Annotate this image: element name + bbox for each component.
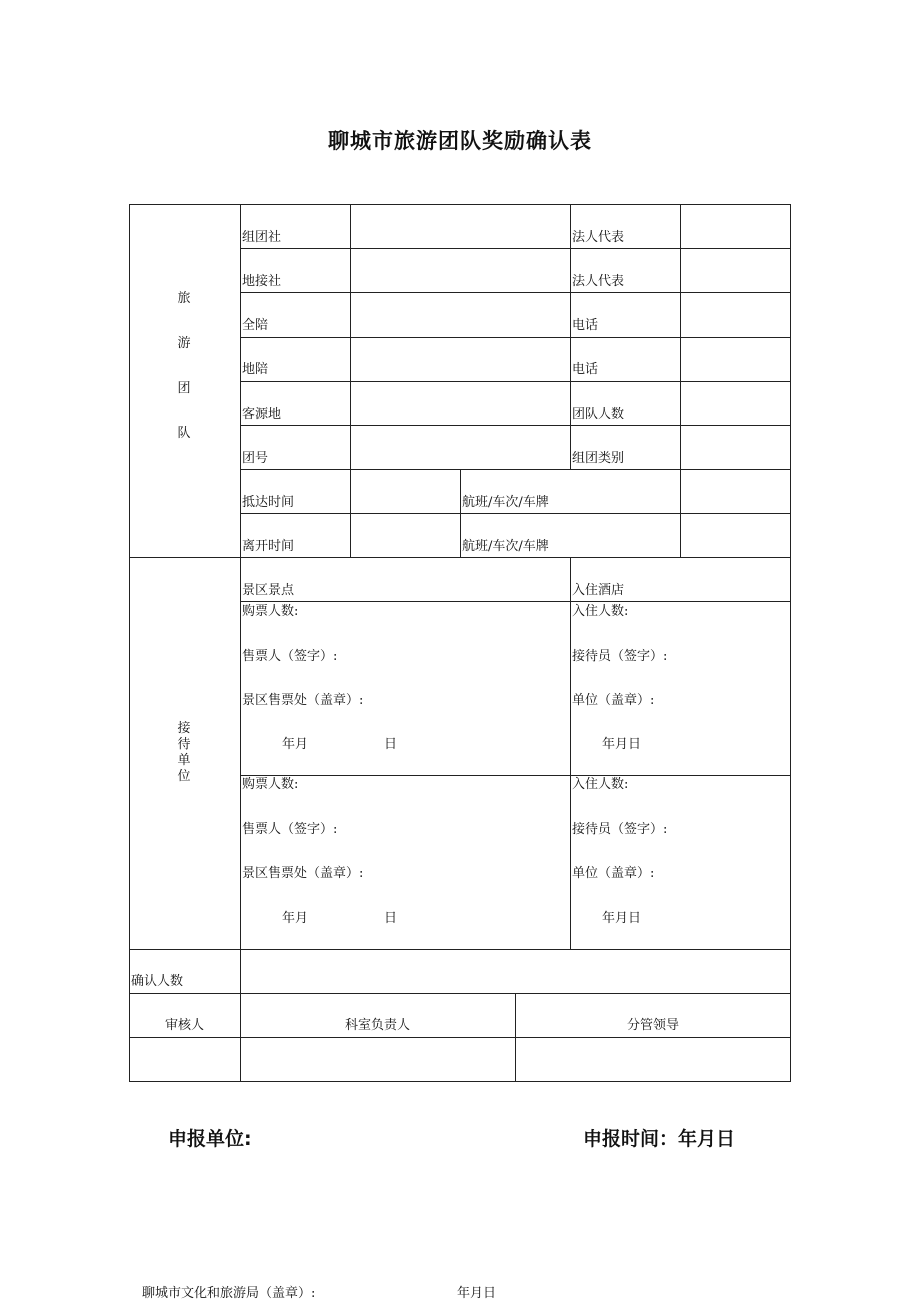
row-rule xyxy=(240,469,791,470)
departure-time-label: 离开时间 xyxy=(242,539,295,554)
row-rule xyxy=(240,248,791,249)
departure-transport-label: 航班/车次/车牌 xyxy=(462,539,549,554)
arrival-transport-label: 航班/车次/车牌 xyxy=(462,495,549,510)
local-agency-label: 地接社 xyxy=(242,274,282,289)
row-rule xyxy=(240,337,791,338)
group-side-label-2: 游 xyxy=(177,336,191,351)
row-rule xyxy=(515,1037,791,1038)
scenic-spot-header: 景区景点 xyxy=(242,583,295,598)
bureau-date: 年月日 xyxy=(457,1286,497,1301)
group-side-label-1: 旅 xyxy=(177,291,191,306)
col-rule xyxy=(460,469,461,557)
ticket-count-label: 购票人数: xyxy=(242,777,299,792)
phone-label: 电话 xyxy=(572,318,599,333)
col-rule xyxy=(240,204,241,949)
legal-rep-label: 法人代表 xyxy=(572,274,625,289)
apply-time-label: 申报时间：年月日 xyxy=(583,1128,736,1150)
leader-label: 分管领导 xyxy=(626,1018,679,1033)
guest-count-label: 入住人数: xyxy=(572,777,629,792)
ticket-office-label: 景区售票处（盖章）: xyxy=(242,866,364,881)
tour-escort-label: 全陪 xyxy=(242,318,269,333)
col-rule xyxy=(570,557,571,949)
table-border-bottom xyxy=(129,1081,791,1082)
table-border-left xyxy=(129,204,130,1082)
date-day: 日 xyxy=(384,737,398,752)
confirmed-count-label: 确认人数 xyxy=(131,974,184,989)
applicant-unit-label: 申报单位: xyxy=(168,1128,252,1150)
hotel-header: 入住酒店 xyxy=(572,583,625,598)
receptionist-label: 接待员（签字）: xyxy=(572,649,668,664)
ticket-seller-label: 售票人（签字）: xyxy=(242,822,338,837)
row-rule xyxy=(129,1037,515,1038)
reception-side-label-4: 位 xyxy=(177,769,191,784)
row-rule xyxy=(240,381,791,382)
group-size-label: 团队人数 xyxy=(572,407,625,422)
reception-side-label-3: 单 xyxy=(177,753,191,768)
date-year-month: 年月 xyxy=(282,911,309,926)
section-divider xyxy=(129,949,791,950)
date-year-month: 年月 xyxy=(282,737,309,752)
receptionist-label: 接待员（签字）: xyxy=(572,822,668,837)
local-guide-label: 地陪 xyxy=(242,362,269,377)
hotel-date: 年月日 xyxy=(602,911,642,926)
guest-count-label: 入住人数: xyxy=(572,604,629,619)
col-rule xyxy=(570,204,571,469)
col-rule xyxy=(240,949,241,1082)
arrival-time-label: 抵达时间 xyxy=(242,495,295,510)
organizer-agency-label: 组团社 xyxy=(242,230,282,245)
ticket-office-label: 景区售票处（盖章）: xyxy=(242,693,364,708)
bureau-seal-label: 聊城市文化和旅游局（盖章）: xyxy=(142,1286,316,1301)
col-rule xyxy=(350,204,351,469)
ticket-seller-label: 售票人（签字）: xyxy=(242,649,338,664)
ticket-count-label: 购票人数: xyxy=(242,604,299,619)
phone-label: 电话 xyxy=(572,362,599,377)
table-border-right xyxy=(790,204,791,1082)
hotel-date: 年月日 xyxy=(602,737,642,752)
reception-side-label-2: 待 xyxy=(177,737,191,752)
section-head-label: 科室负责人 xyxy=(344,1018,410,1033)
section-divider xyxy=(129,557,791,558)
group-side-label-3: 团 xyxy=(177,381,191,396)
col-rule xyxy=(350,469,351,557)
hotel-unit-label: 单位（盖章）: xyxy=(572,866,655,881)
source-region-label: 客源地 xyxy=(242,407,282,422)
row-rule xyxy=(240,775,791,776)
row-rule xyxy=(240,601,791,602)
row-rule xyxy=(240,513,791,514)
confirmation-form-table xyxy=(129,204,791,1082)
row-rule xyxy=(240,292,791,293)
col-rule xyxy=(515,993,516,1082)
group-side-label-4: 队 xyxy=(177,426,191,441)
col-rule xyxy=(680,469,681,557)
legal-rep-label: 法人代表 xyxy=(572,230,625,245)
row-rule xyxy=(129,993,791,994)
col-rule xyxy=(680,204,681,469)
reviewer-label: 审核人 xyxy=(164,1018,204,1033)
row-rule xyxy=(240,425,791,426)
reception-side-label-1: 接 xyxy=(177,721,191,736)
page-title: 聊城市旅游团队奖励确认表 xyxy=(328,129,592,153)
date-day: 日 xyxy=(384,911,398,926)
group-category-label: 组团类别 xyxy=(572,451,625,466)
group-number-label: 团号 xyxy=(242,451,269,466)
table-border-top xyxy=(129,204,791,205)
hotel-unit-label: 单位（盖章）: xyxy=(572,693,655,708)
